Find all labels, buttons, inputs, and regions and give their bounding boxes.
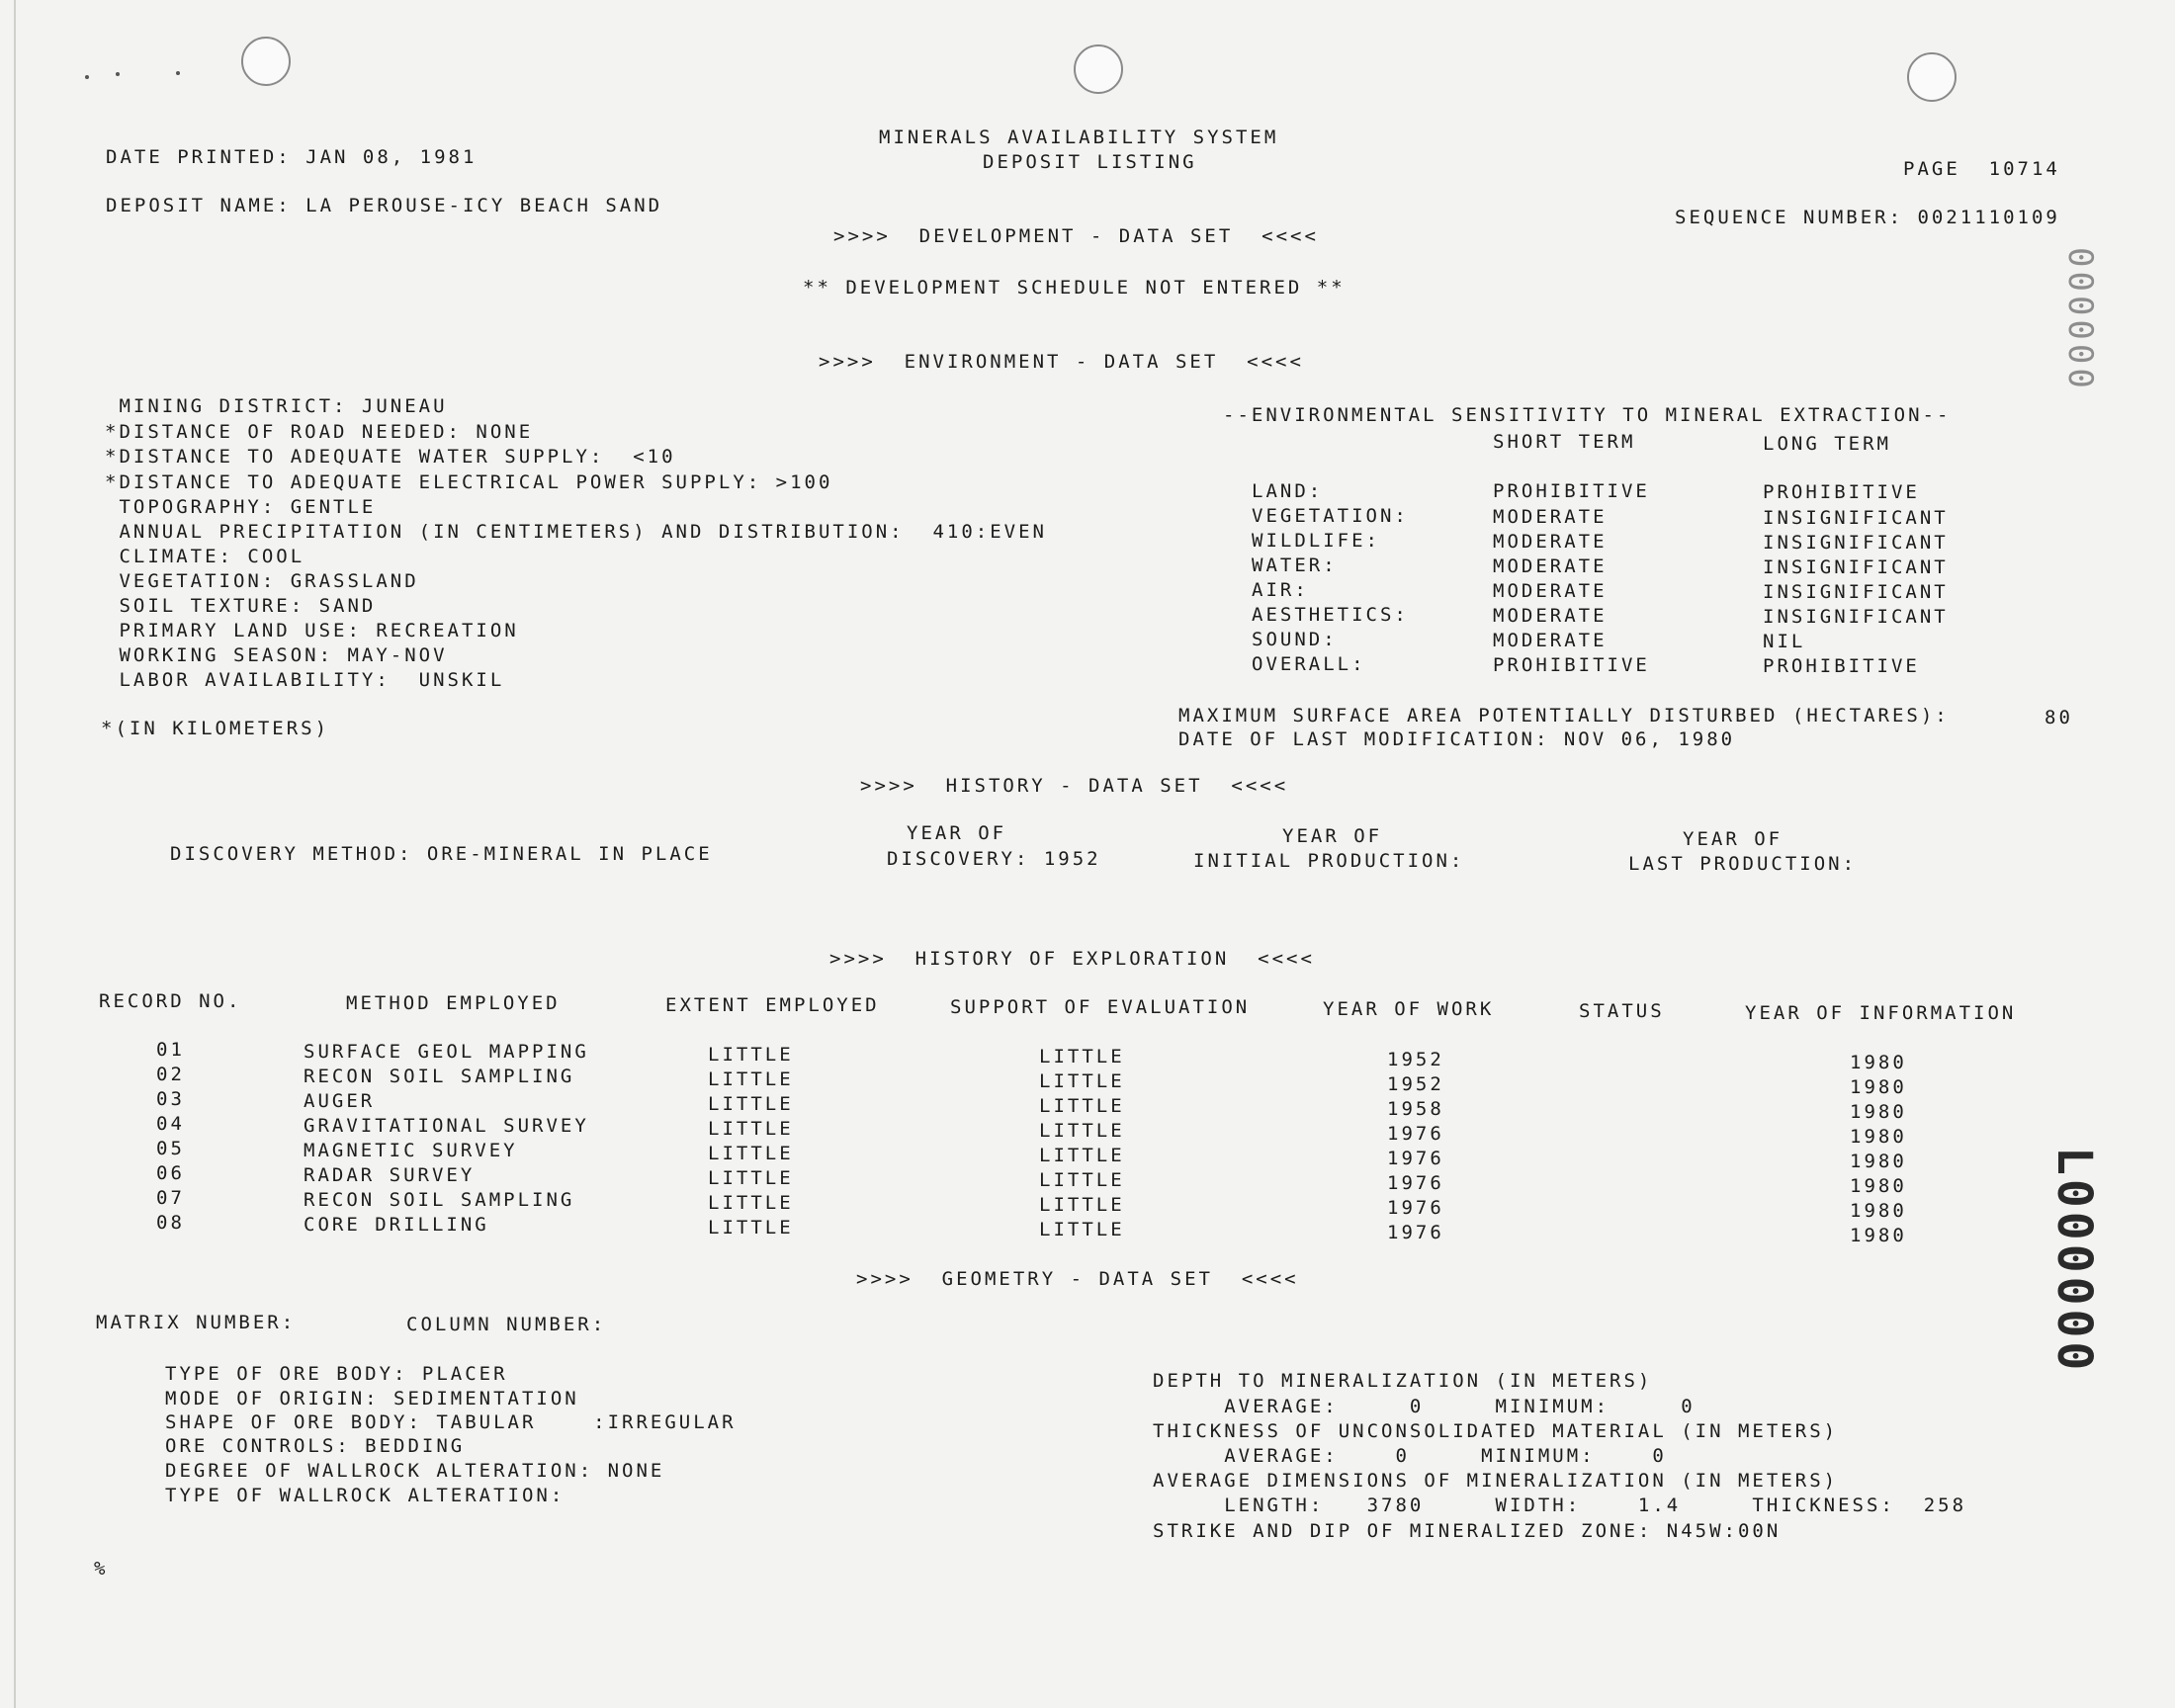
record-no: 07 [156,1187,185,1209]
sensitivity-short: MODERATE [1493,580,1608,602]
sensitivity-label: LAND: [1252,480,1324,502]
column-header: STATUS [1579,1000,1665,1022]
env-line: PRIMARY LAND USE: RECREATION [105,620,519,641]
percent-marker: % [94,1558,109,1580]
speck [176,71,180,75]
support-of-evaluation: LITTLE [1039,1070,1125,1092]
method-employed: CORE DRILLING [304,1214,489,1236]
env-line: TOPOGRAPHY: GENTLE [105,496,377,518]
env-line: CLIMATE: COOL [105,546,305,567]
extent-employed: LITTLE [708,1143,794,1164]
extent-employed: LITTLE [708,1093,794,1115]
environment-heading: >>>> ENVIRONMENT - DATA SET <<<< [819,351,1304,373]
year-of-work: 1976 [1387,1123,1444,1145]
geometry-line: TYPE OF ORE BODY: PLACER [165,1363,508,1385]
speck [85,75,89,79]
method-employed: RADAR SURVEY [304,1164,476,1186]
geometry-line: AVERAGE: 0 MINIMUM: 0 [1153,1396,1696,1417]
sensitivity-short: PROHIBITIVE [1493,480,1650,502]
last-production: LAST PRODUCTION: [1628,853,1858,875]
sensitivity-long: INSIGNIFICANT [1763,507,1949,529]
initial-production: INITIAL PRODUCTION: [1193,850,1465,872]
punch-hole-center [1074,44,1123,94]
year-of-initial-label: YEAR OF [1282,825,1383,847]
record-no: 03 [156,1088,185,1110]
column-header: RECORD NO. [99,990,242,1012]
method-employed: GRAVITATIONAL SURVEY [304,1115,589,1137]
column-header: METHOD EMPLOYED [346,992,561,1014]
punch-hole-left [241,37,291,86]
support-of-evaluation: LITTLE [1039,1219,1125,1240]
geometry-line: AVERAGE: 0 MINIMUM: 0 [1153,1445,1667,1467]
discovery-method: DISCOVERY METHOD: ORE-MINERAL IN PLACE [170,843,713,865]
geometry-line: LENGTH: 3780 WIDTH: 1.4 THICKNESS: 258 [1153,1494,1967,1516]
record-no: 05 [156,1138,185,1159]
sensitivity-long: PROHIBITIVE [1763,655,1920,677]
year-of-information: 1980 [1850,1126,1907,1148]
sensitivity-title: --ENVIRONMENTAL SENSITIVITY TO MINERAL EXTRACTION-- [1223,404,1952,426]
geometry-line: TYPE OF WALLROCK ALTERATION: [165,1485,566,1506]
year-of-information: 1980 [1850,1200,1907,1222]
geometry-line: AVERAGE DIMENSIONS OF MINERALIZATION (IN METERS) [1153,1470,1839,1492]
matrix-number: MATRIX NUMBER: [96,1312,297,1333]
support-of-evaluation: LITTLE [1039,1145,1125,1166]
geometry-line: SHAPE OF ORE BODY: TABULAR :IRREGULAR [165,1411,737,1433]
support-of-evaluation: LITTLE [1039,1046,1125,1068]
development-note: ** DEVELOPMENT SCHEDULE NOT ENTERED ** [803,277,1346,299]
column-header: YEAR OF WORK [1323,998,1495,1020]
year-of-work: 1976 [1387,1222,1444,1243]
method-employed: AUGER [304,1090,376,1112]
year-of-information: 1980 [1850,1151,1907,1172]
year-of-work: 1976 [1387,1197,1444,1219]
column-header: SUPPORT OF EVALUATION [950,996,1251,1018]
env-line: WORKING SEASON: MAY-NOV [105,644,448,666]
last-modification: DATE OF LAST MODIFICATION: NOV 06, 1980 [1178,728,1736,750]
sensitivity-label: OVERALL: [1252,653,1366,675]
year-of-work: 1952 [1387,1049,1444,1070]
sensitivity-long: INSIGNIFICANT [1763,581,1949,603]
extent-employed: LITTLE [708,1217,794,1238]
geometry-line: ORE CONTROLS: BEDDING [165,1435,466,1457]
year-of-last-label: YEAR OF [1683,828,1784,850]
year-of-discovery-label: YEAR OF [907,822,1007,844]
sensitivity-short: MODERATE [1493,555,1608,577]
method-employed: RECON SOIL SAMPLING [304,1189,575,1211]
sequence-number: SEQUENCE NUMBER: 0021110109 [1675,207,2060,228]
geometry-line: MODE OF ORIGIN: SEDIMENTATION [165,1388,579,1409]
env-line: ANNUAL PRECIPITATION (IN CENTIMETERS) AND DISTRIBUTION: 410:EVEN [105,521,1047,543]
record-no: 01 [156,1039,185,1061]
max-surface-value: 80 [2044,707,2073,728]
env-line: SOIL TEXTURE: SAND [105,595,377,617]
env-line: *DISTANCE TO ADEQUATE WATER SUPPLY: <10 [105,446,676,468]
year-of-work: 1952 [1387,1073,1444,1095]
sensitivity-short: MODERATE [1493,531,1608,553]
discovery-year: DISCOVERY: 1952 [887,848,1101,870]
development-heading: >>>> DEVELOPMENT - DATA SET <<<< [833,225,1319,247]
date-printed: DATE PRINTED: JAN 08, 1981 [106,146,478,168]
method-employed: RECON SOIL SAMPLING [304,1066,575,1087]
sensitivity-short: MODERATE [1493,605,1608,627]
year-of-information: 1980 [1850,1101,1907,1123]
extent-employed: LITTLE [708,1118,794,1140]
year-of-information: 1980 [1850,1052,1907,1073]
sensitivity-long: PROHIBITIVE [1763,481,1920,503]
deposit-name: DEPOSIT NAME: LA PEROUSE-ICY BEACH SAND [106,195,663,216]
kilometers-note: *(IN KILOMETERS) [101,718,330,739]
support-of-evaluation: LITTLE [1039,1095,1125,1117]
sensitivity-label: VEGETATION: [1252,505,1409,527]
speck [116,72,120,76]
support-of-evaluation: LITTLE [1039,1120,1125,1142]
column-header: YEAR OF INFORMATION [1745,1002,2017,1024]
year-of-information: 1980 [1850,1076,1907,1098]
year-of-work: 1976 [1387,1172,1444,1194]
geometry-line: DEGREE OF WALLROCK ALTERATION: NONE [165,1460,665,1482]
record-no: 02 [156,1064,185,1085]
sensitivity-label: AIR: [1252,579,1309,601]
extent-employed: LITTLE [708,1044,794,1066]
geometry-line: DEPTH TO MINERALIZATION (IN METERS) [1153,1370,1653,1392]
record-no: 04 [156,1113,185,1135]
sensitivity-long: INSIGNIFICANT [1763,556,1949,578]
margin-code-bottom: L000000 [2046,1147,2102,1375]
support-of-evaluation: LITTLE [1039,1194,1125,1216]
sensitivity-long: INSIGNIFICANT [1763,532,1949,554]
margin-code-top: 000000 [2060,247,2100,392]
history-heading: >>>> HISTORY - DATA SET <<<< [860,775,1289,797]
method-employed: MAGNETIC SURVEY [304,1140,518,1161]
system-title: MINERALS AVAILABILITY SYSTEM [879,127,1279,148]
method-employed: SURFACE GEOL MAPPING [304,1041,589,1063]
env-line: LABOR AVAILABILITY: UNSKIL [105,669,505,691]
extent-employed: LITTLE [708,1068,794,1090]
support-of-evaluation: LITTLE [1039,1169,1125,1191]
record-no: 06 [156,1162,185,1184]
env-line: MINING DISTRICT: JUNEAU [105,395,448,417]
column-number: COLUMN NUMBER: [406,1314,607,1335]
short-term-header: SHORT TERM [1493,431,1636,453]
long-term-header: LONG TERM [1763,433,1891,455]
page-number: PAGE 10714 [1903,158,2060,180]
sensitivity-label: WILDLIFE: [1252,530,1380,552]
env-line: VEGETATION: GRASSLAND [105,570,419,592]
sensitivity-short: MODERATE [1493,506,1608,528]
year-of-work: 1976 [1387,1148,1444,1169]
sensitivity-label: WATER: [1252,555,1338,576]
year-of-work: 1958 [1387,1098,1444,1120]
sensitivity-label: AESTHETICS: [1252,604,1409,626]
sensitivity-long: INSIGNIFICANT [1763,606,1949,628]
geometry-heading: >>>> GEOMETRY - DATA SET <<<< [856,1268,1299,1290]
geometry-line: THICKNESS OF UNCONSOLIDATED MATERIAL (IN METERS) [1153,1420,1839,1442]
sensitivity-long: NIL [1763,631,1806,652]
env-line: *DISTANCE OF ROAD NEEDED: NONE [105,421,534,443]
listing-title: DEPOSIT LISTING [983,151,1197,173]
geometry-line: STRIKE AND DIP OF MINERALIZED ZONE: N45W:00N [1153,1520,1782,1542]
year-of-information: 1980 [1850,1175,1907,1197]
sensitivity-short: MODERATE [1493,630,1608,651]
sensitivity-label: SOUND: [1252,629,1338,650]
record-no: 08 [156,1212,185,1234]
year-of-information: 1980 [1850,1225,1907,1246]
exploration-heading: >>>> HISTORY OF EXPLORATION <<<< [829,948,1315,970]
env-line: *DISTANCE TO ADEQUATE ELECTRICAL POWER SUPPLY: >100 [105,471,833,493]
max-surface-label: MAXIMUM SURFACE AREA POTENTIALLY DISTURBED (HECTARES): [1178,705,1950,726]
extent-employed: LITTLE [708,1167,794,1189]
page-edge-line [14,0,16,1708]
column-header: EXTENT EMPLOYED [665,994,880,1016]
punch-hole-right [1907,52,1957,102]
sensitivity-short: PROHIBITIVE [1493,654,1650,676]
extent-employed: LITTLE [708,1192,794,1214]
